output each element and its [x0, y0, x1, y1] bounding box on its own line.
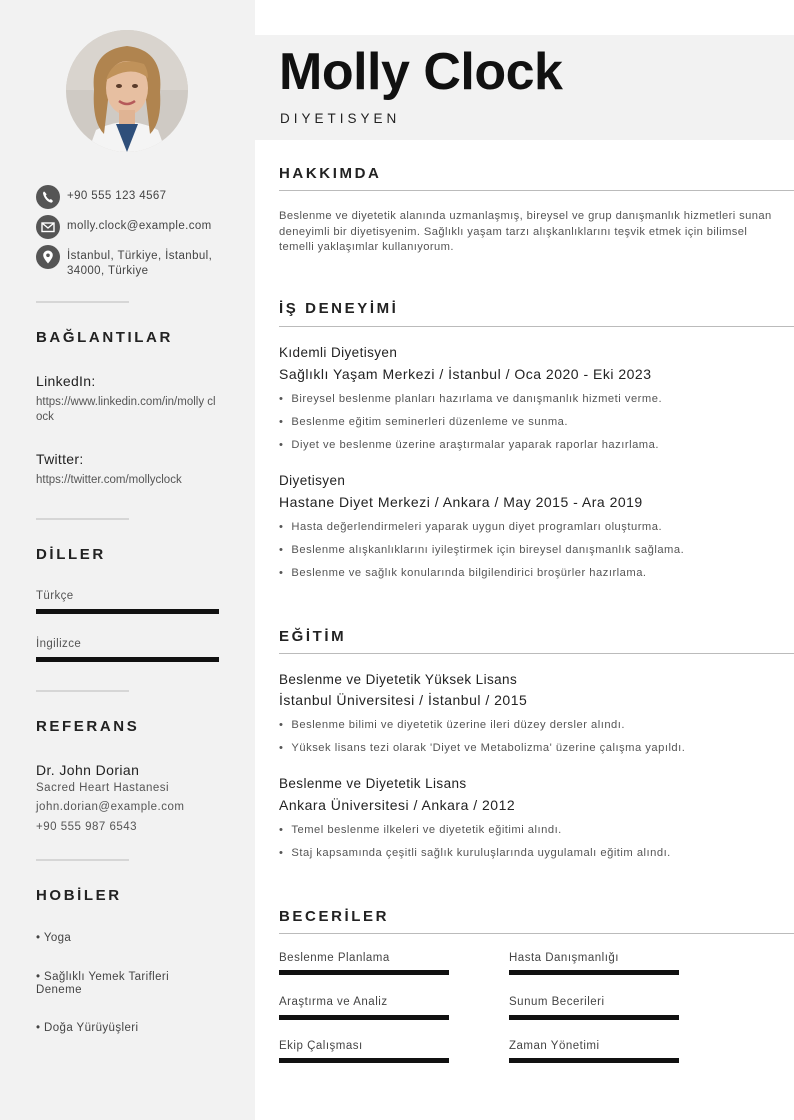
job-bullet: • Beslenme ve sağlık konularında bilgilendirici broşürler hazırlama.: [279, 567, 647, 579]
job-bullet: • Bireysel beslenme planları hazırlama ve danışmanlık hizmeti verme.: [279, 393, 662, 405]
phone-icon: [36, 185, 60, 209]
reference-name: Dr. John Dorian: [36, 762, 140, 778]
degree-title: Beslenme ve Diyetetik Lisans: [279, 776, 467, 791]
linkedin-label: LinkedIn:: [36, 373, 96, 389]
job-title: DIYETISYEN: [280, 111, 401, 126]
links-heading: BAĞLANTILAR: [36, 329, 173, 346]
about-heading: HAKKIMDA: [279, 165, 382, 182]
skill-level-bar: [279, 1015, 449, 1020]
degree-bullet: • Temel beslenme ilkeleri ve diyetetik eğitimi alındı.: [279, 824, 562, 836]
profile-photo: [66, 30, 188, 152]
degree-title: Beslenme ve Diyetetik Yüksek Lisans: [279, 672, 518, 687]
language-label: İngilizce: [36, 638, 82, 650]
degree-bullet: • Beslenme bilimi ve diyetetik üzerine ileri düzey dersler alındı.: [279, 719, 625, 731]
contact-phone[interactable]: [36, 185, 236, 209]
job-details: Sağlıklı Yaşam Merkezi / İstanbul / Oca 2020 - Eki 2023: [279, 366, 652, 382]
linkedin-link[interactable]: https://www.linkedin.com/in/molly clock: [36, 396, 216, 423]
sidebar-divider: [36, 518, 129, 520]
sidebar-divider: [36, 690, 129, 692]
reference-org: Sacred Heart Hastanesi: [36, 782, 170, 794]
skill-level-bar: [279, 1058, 449, 1063]
job-bullet: • Diyet ve beslenme üzerine araştırmalar yaparak raporlar hazırlama.: [279, 439, 659, 451]
section-rule: [279, 933, 794, 934]
section-rule: [279, 653, 794, 654]
contact-email[interactable]: [36, 215, 236, 239]
about-text: Beslenme ve diyetetik alanında uzmanlaşmış, bireysel ve grup danışmanlık hizmetleri sunan deneyimli bir diyetisyenim. Sağlıklı yaşam tarzı alışkanlıklarını teşvik etmek için bilimsel temelli yaklaşımlar kullanıyorum.: [279, 210, 772, 253]
section-rule: [279, 190, 794, 191]
hobbies-heading: HOBİLER: [36, 887, 122, 904]
skill-level-bar: [509, 1015, 679, 1020]
job-bullet: • Hasta değerlendirmeleri yaparak uygun diyet programları oluşturma.: [279, 521, 662, 533]
job-bullet: • Beslenme eğitim seminerleri düzenleme ve sunma.: [279, 416, 568, 428]
reference-email[interactable]: john.dorian@example.com: [36, 801, 185, 813]
address-text: İstanbul, Türkiye, İstanbul, 34000, Türkiye: [67, 250, 213, 277]
language-level-bar: [36, 657, 219, 662]
skill-level-bar: [509, 1058, 679, 1063]
skill-label: Ekip Çalışması: [279, 1040, 363, 1052]
hobby-text: Yoga: [43, 932, 72, 944]
experience-heading: İŞ DENEYİMİ: [279, 300, 399, 317]
skill-label: Sunum Becerileri: [509, 996, 605, 1008]
language-label: Türkçe: [36, 590, 74, 602]
job-bullet: • Beslenme alışkanlıklarını iyileştirmek için bireysel danışmanlık sağlama.: [279, 544, 684, 556]
languages-heading: DİLLER: [36, 546, 106, 563]
hobby-text: Sağlıklı Yemek Tarifleri Deneme: [36, 971, 170, 996]
education-heading: EĞİTİM: [279, 628, 347, 645]
degree-details: İstanbul Üniversitesi / İstanbul / 2015: [279, 692, 528, 708]
degree-details: Ankara Üniversitesi / Ankara / 2012: [279, 797, 516, 813]
language-level-bar: [36, 609, 219, 614]
reference-phone: +90 555 987 6543: [36, 821, 138, 833]
job-role: Diyetisyen: [279, 473, 346, 488]
skill-label: Zaman Yönetimi: [509, 1040, 600, 1052]
skill-level-bar: [509, 970, 679, 975]
hobby-text: Doğa Yürüyüşleri: [44, 1022, 139, 1034]
person-name: Molly Clock: [279, 43, 563, 101]
skill-label: Hasta Danışmanlığı: [509, 952, 619, 964]
skill-level-bar: [279, 970, 449, 975]
contact-address: [36, 245, 236, 279]
degree-bullet: • Yüksek lisans tezi olarak 'Diyet ve Metabolizma' üzerine çalışma yapıldı.: [279, 742, 685, 754]
skills-heading: BECERİLER: [279, 908, 390, 925]
hobby-item: • Doğa Yürüyüşleri: [36, 1022, 139, 1034]
sidebar-divider: [36, 301, 129, 303]
email-text: molly.clock@example.com: [67, 220, 212, 232]
skill-label: Araştırma ve Analiz: [279, 996, 388, 1008]
job-details: Hastane Diyet Merkezi / Ankara / May 2015 - Ara 2019: [279, 494, 643, 510]
email-icon: [36, 215, 60, 239]
hobby-item: • Yoga: [36, 932, 72, 944]
job-role: Kıdemli Diyetisyen: [279, 345, 398, 360]
skill-label: Beslenme Planlama: [279, 952, 390, 964]
reference-heading: REFERANS: [36, 718, 140, 735]
phone-text: +90 555 123 4567: [67, 190, 167, 202]
twitter-label: Twitter:: [36, 451, 84, 467]
degree-bullet: • Staj kapsamında çeşitli sağlık kuruluşlarında uygulamalı eğitim alındı.: [279, 847, 671, 859]
twitter-link[interactable]: https://twitter.com/mollyclock: [36, 474, 182, 486]
hobby-item: • Sağlıklı Yemek Tarifleri Deneme: [36, 971, 170, 996]
section-rule: [279, 326, 794, 327]
sidebar-divider: [36, 859, 129, 861]
location-pin-icon: [36, 245, 60, 269]
